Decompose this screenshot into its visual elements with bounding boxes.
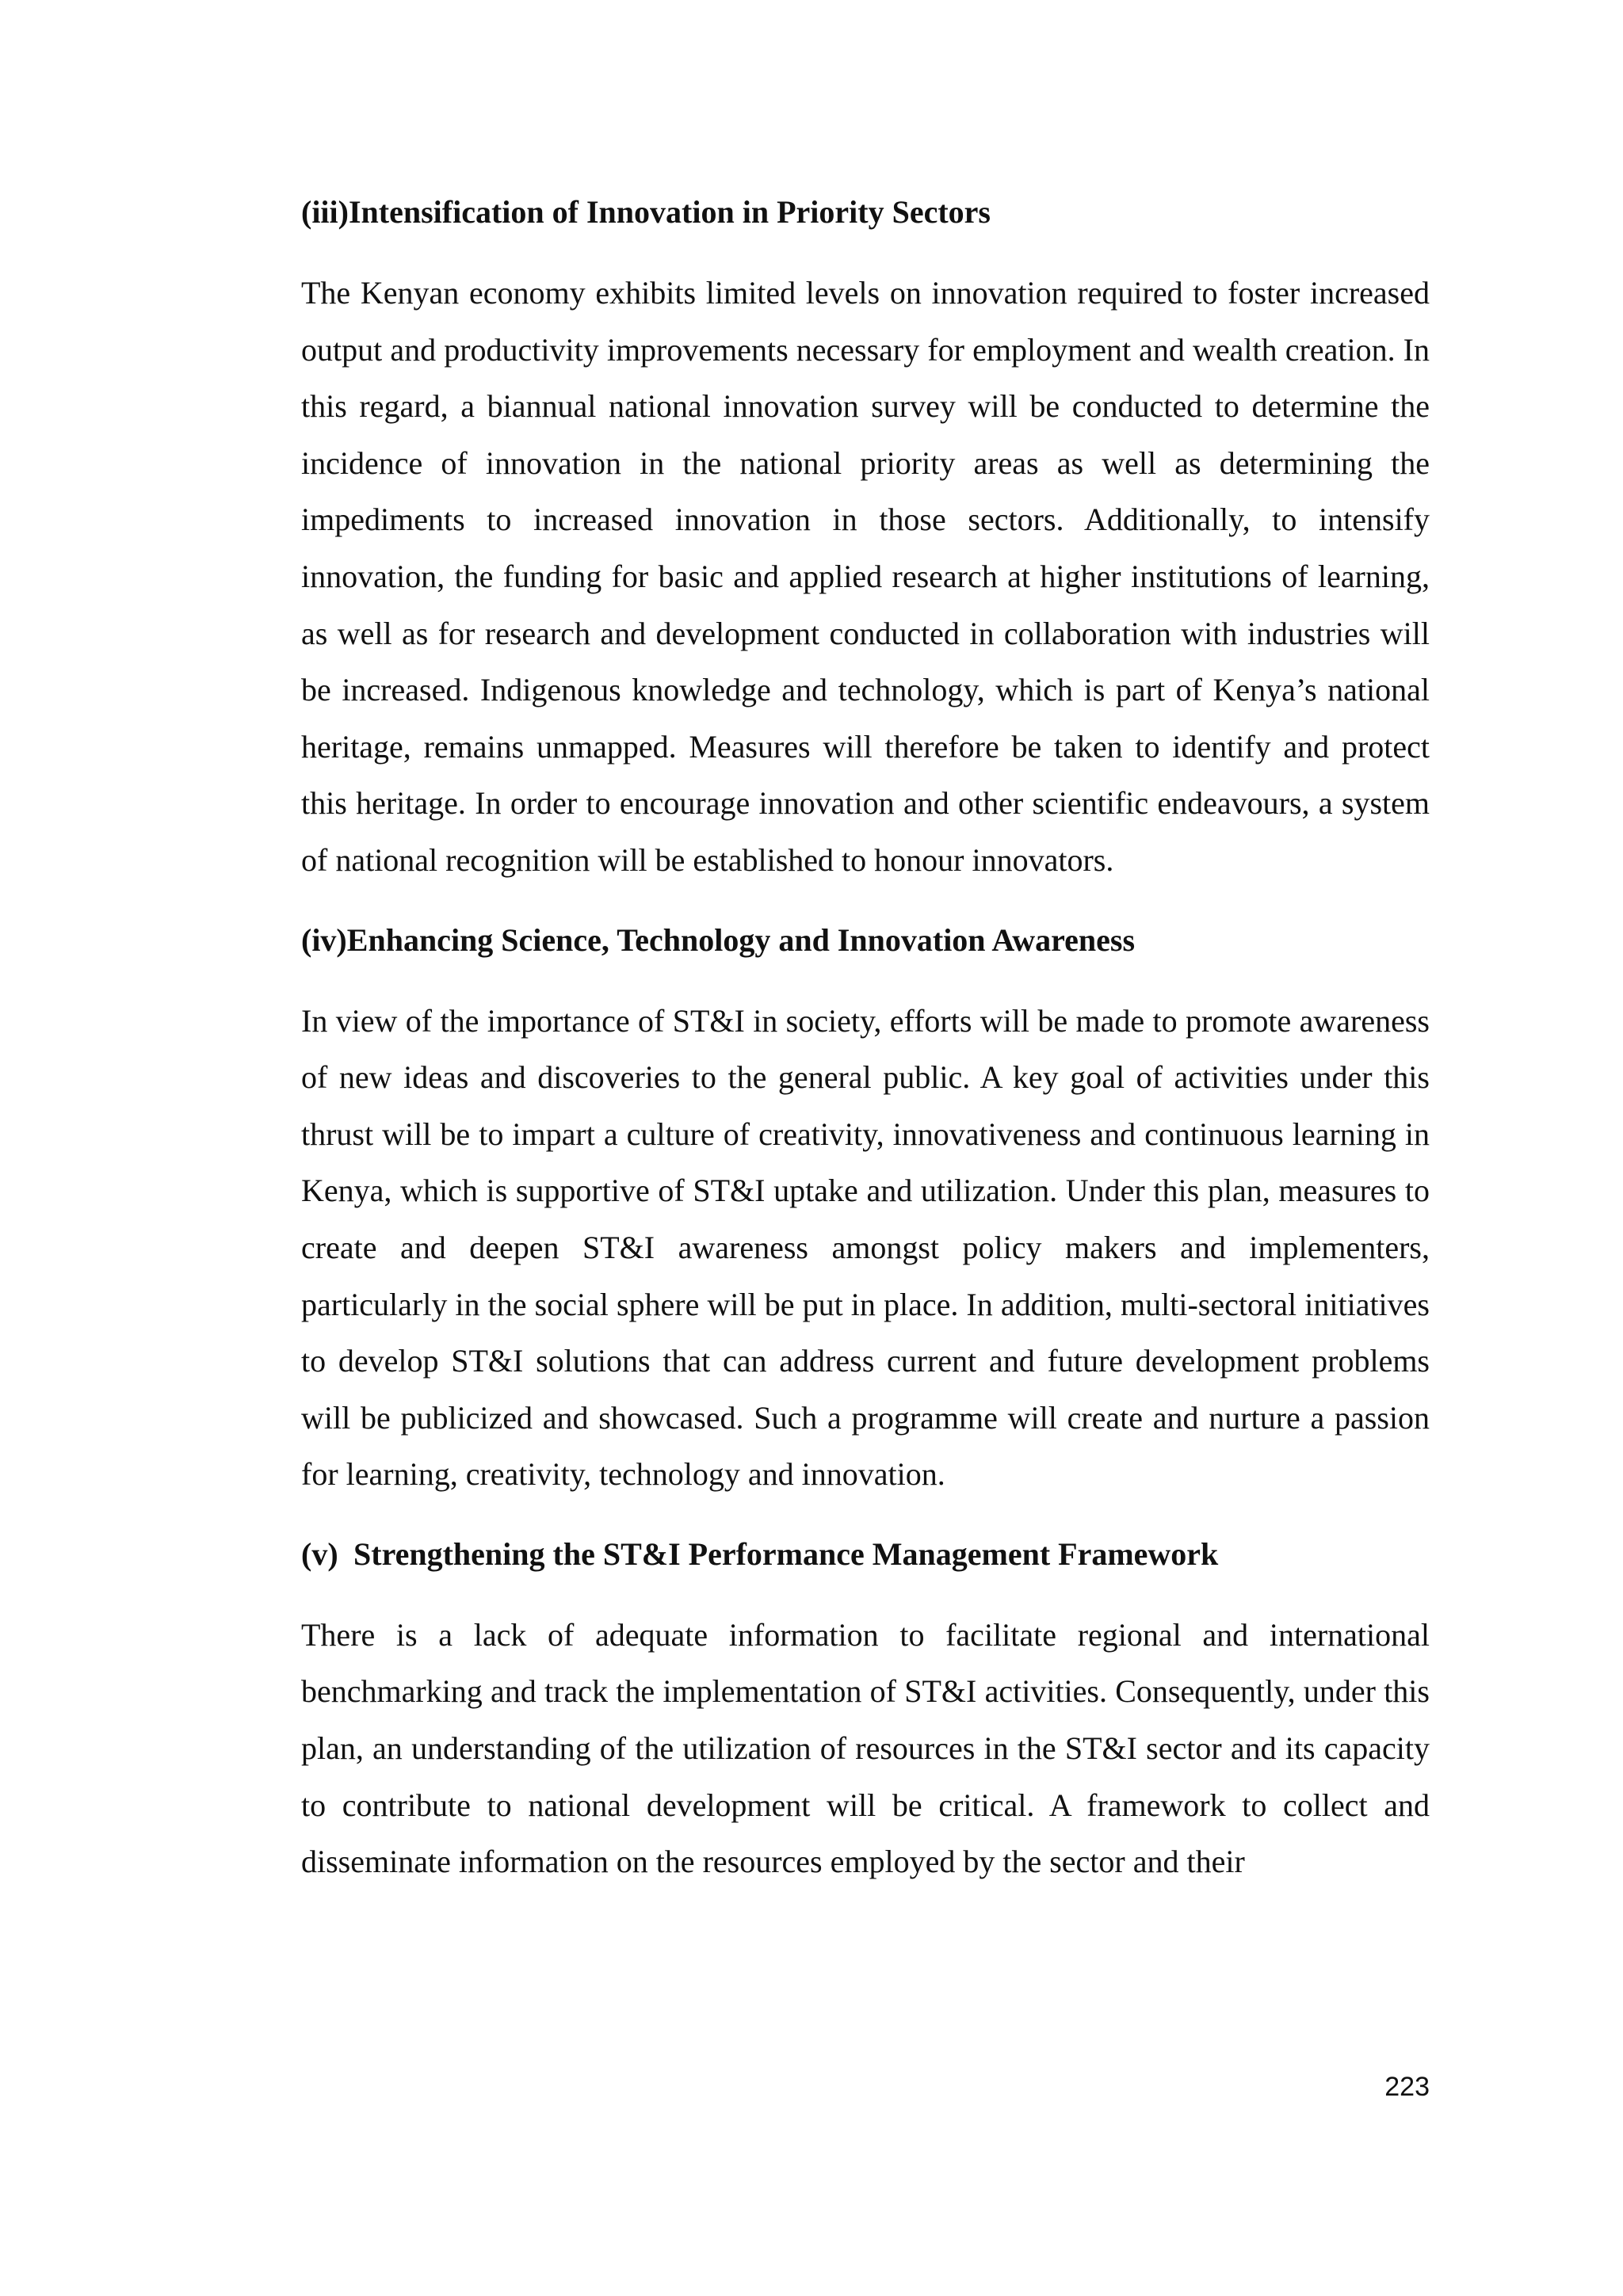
page-body [301,187,1430,1917]
section-title: Intensification of Innovation in Priority Sectors [348,194,991,230]
page-number: 223 [1384,2072,1430,2102]
section-title: Strengthening the ST&I Performance Management Framework [353,1535,1219,1572]
section-sti-awareness [301,915,1430,1503]
section-paragraph: The Kenyan economy exhibits limited levels on innovation required to foster increased output and productivity improvements necessary for employment and wealth creation. In this regard, a biannual national innovation survey will be conducted to determine the incidence of innovation in the national priority areas as well as determining the impediments to increased innovation in those sectors. Additionally, to intensify innovation, the funding for basic and applied research at higher institutions of learning, as well as for research and development conducted in collaboration with industries will be increased. Indigenous knowledge and technology, which is part of Kenya’s national heritage, remains unmapped. Measures will therefore be taken to identify and protect this heritage. In order to encourage innovation and other scientific endeavours, a system of national recognition will be established to honour innovators. [301,275,1430,878]
section-innovation-priority-sectors [301,187,1430,889]
section-heading [301,915,1430,966]
section-performance-management [301,1529,1430,1890]
section-paragraph: In view of the importance of ST&I in society, efforts will be made to promote awareness of new ideas and discoveries to the general public. A key goal of activities under this thrust will be to impart a culture of creativity, innovativeness and continuous learning in Kenya, which is supportive of ST&I uptake and utilization. Under this plan, measures to create and deepen ST&I awareness amongst policy makers and implementers, particularly in the social sphere will be put in place. In addition, multi-sectoral initiatives to develop ST&I solutions that can address current and future development problems will be publicized and showcased. Such a programme will create and nurture a passion for learning, creativity, technology and innovation. [301,1002,1430,1493]
section-number: (v) [301,1535,338,1572]
section-paragraph: There is a lack of adequate information to facilitate regional and international benchmarking and track the implementation of ST&I activities. Consequently, under this plan, an understanding of the utilization of resources in the ST&I sector and its capacity to contribute to national development will be critical. A framework to collect and disseminate information on the resources employed by the sector and their [301,1616,1430,1880]
section-number: (iv) [301,921,347,958]
section-title: Enhancing Science, Technology and Innovation Awareness [346,921,1136,958]
section-number: (iii) [301,194,349,230]
section-heading [301,187,1430,238]
section-heading [301,1529,1430,1580]
